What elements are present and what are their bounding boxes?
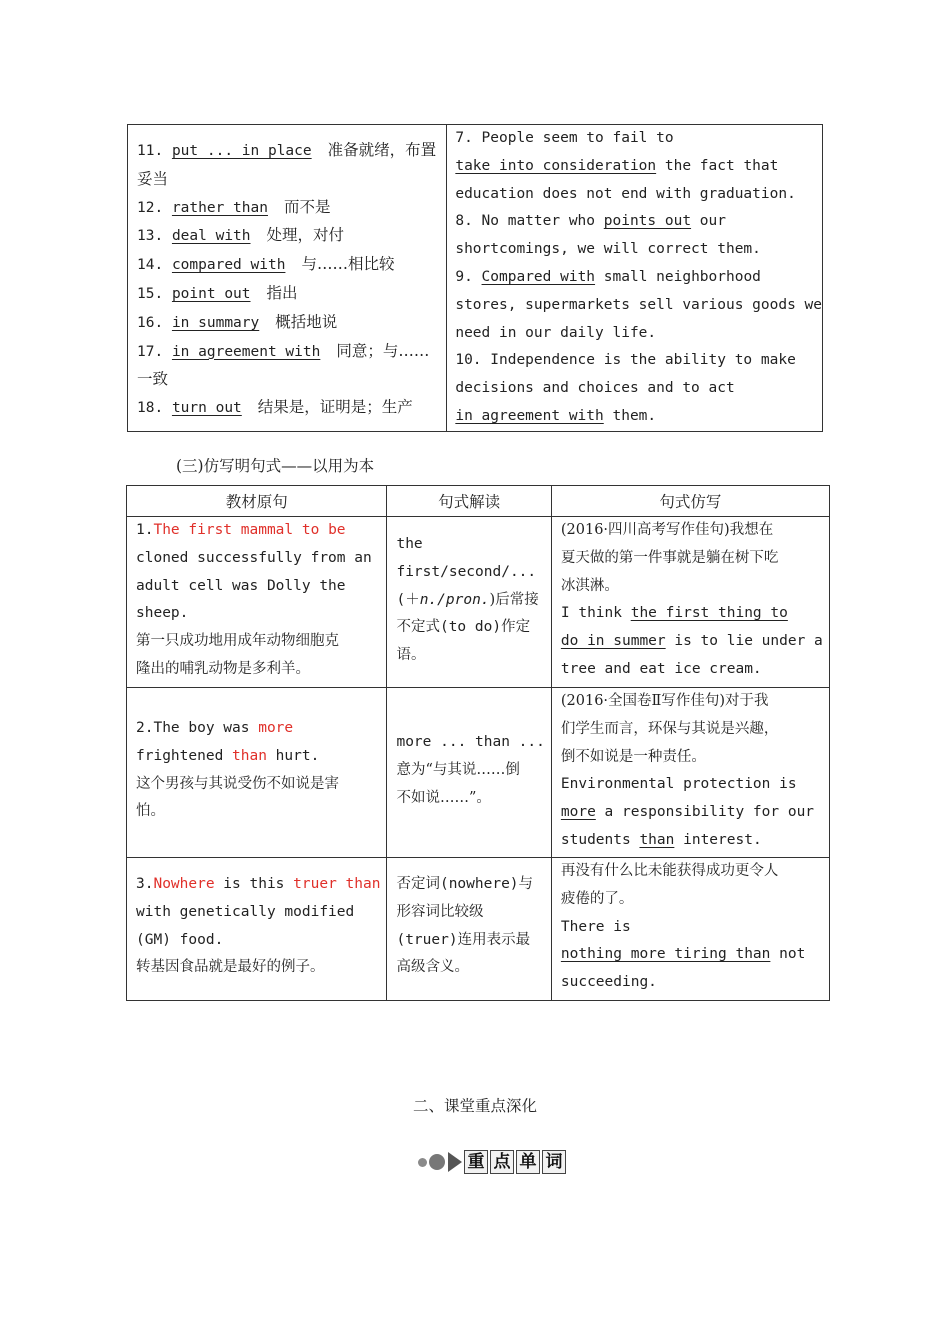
sentence-pattern-table bbox=[126, 485, 830, 1001]
phrase-item bbox=[137, 394, 446, 423]
text-run: decisions and choices and to act bbox=[455, 380, 735, 397]
text-run: cloned successfully from an bbox=[136, 549, 372, 566]
text-line bbox=[561, 656, 823, 684]
text-line bbox=[136, 954, 380, 982]
phrase-item bbox=[137, 251, 446, 280]
answer-blank-text: than bbox=[639, 831, 675, 848]
text-line bbox=[561, 573, 823, 601]
text-run: 转基因食品就是最好的例子。 bbox=[136, 959, 325, 976]
phrase-number: 15. bbox=[137, 285, 164, 302]
text-run: interest. bbox=[674, 831, 762, 848]
text-line bbox=[561, 628, 823, 656]
phrase-number: 14. bbox=[137, 257, 164, 274]
text-line bbox=[396, 899, 544, 927]
phrase-item bbox=[137, 280, 446, 309]
banner-dot-icon bbox=[429, 1154, 445, 1170]
text-run: 否定词 bbox=[396, 876, 440, 892]
phrase-meaning-continued: 一致 bbox=[137, 370, 169, 389]
text-run: )后常接 bbox=[489, 591, 539, 608]
text-line bbox=[136, 517, 380, 545]
text-run: (2016·四川高考写作佳句)我想在 bbox=[560, 522, 774, 538]
original-cell bbox=[127, 517, 387, 688]
answer-blank-text: compared with bbox=[171, 257, 286, 274]
text-line bbox=[455, 403, 822, 431]
text-line bbox=[561, 886, 823, 914]
answer-blank-text: turn out bbox=[171, 400, 242, 417]
text-line bbox=[396, 785, 544, 813]
text-run: students bbox=[560, 831, 640, 848]
text-run: them. bbox=[603, 407, 657, 424]
text-line bbox=[396, 729, 544, 757]
phrase-number: 11. bbox=[137, 143, 164, 159]
phrase-number: 13. bbox=[137, 228, 164, 245]
text-line bbox=[136, 798, 380, 826]
text-run: Environmental protection is bbox=[560, 776, 797, 793]
text-line bbox=[136, 573, 380, 601]
text-run: adult cell was Dolly the bbox=[136, 577, 346, 594]
text-line bbox=[561, 517, 823, 545]
text-run: is to lie under a bbox=[665, 633, 823, 650]
phrase-meaning: 准备就绪，布置 bbox=[327, 141, 437, 159]
imitation-cell bbox=[551, 688, 829, 858]
text-run: shortcomings, we will correct them. bbox=[455, 241, 761, 258]
answer-blank-text: Compared with bbox=[481, 268, 596, 285]
table-header-row bbox=[127, 486, 830, 517]
text-run: 怕。 bbox=[136, 803, 165, 820]
text-run: 8. No matter who bbox=[455, 213, 604, 230]
text-line bbox=[561, 744, 823, 772]
phrase-list bbox=[128, 125, 447, 431]
text-line bbox=[561, 716, 823, 744]
text-run: 形容词比较级 bbox=[396, 903, 484, 920]
text-run: need in our daily life. bbox=[455, 324, 657, 341]
text-line bbox=[396, 559, 544, 587]
phrase-meaning: 结果是，证明是；生产 bbox=[257, 398, 413, 417]
text-run: There is bbox=[560, 918, 631, 935]
original-cell bbox=[127, 688, 387, 858]
header-original: 教材原句 bbox=[127, 486, 387, 517]
text-run: stores, supermarkets sell various goods we bbox=[455, 296, 822, 313]
header-analysis: 句式解读 bbox=[387, 486, 551, 517]
phrase-meaning: 概括地说 bbox=[275, 312, 338, 331]
banner-arrow-icon bbox=[448, 1152, 462, 1172]
highlight-text: Nowhere bbox=[153, 876, 215, 892]
answer-blank-text: in agreement with bbox=[171, 343, 321, 360]
section3-heading: (三)仿写明句式——以用为本 bbox=[176, 457, 375, 475]
text-run: 作定 bbox=[501, 619, 531, 636]
text-line bbox=[136, 743, 380, 771]
banner-char: 单 bbox=[516, 1150, 540, 1174]
text-run: 隆出的哺乳动物是多利羊。 bbox=[136, 660, 310, 677]
highlight-text: more bbox=[258, 720, 294, 736]
text-run: 疲倦的了。 bbox=[560, 890, 634, 907]
text-run: more ... than ... bbox=[396, 734, 545, 750]
text-run: 语。 bbox=[396, 647, 426, 664]
text-line bbox=[455, 208, 822, 236]
text-line bbox=[455, 264, 822, 292]
highlight-text: The first mammal to be bbox=[153, 522, 346, 538]
sentence-list bbox=[447, 125, 822, 431]
banner-dot-icon bbox=[418, 1158, 427, 1167]
header-imitation: 句式仿写 bbox=[551, 486, 829, 517]
text-line bbox=[455, 236, 822, 264]
imitation-cell bbox=[551, 517, 829, 688]
text-line bbox=[396, 954, 544, 982]
text-line bbox=[561, 545, 823, 573]
table-row bbox=[127, 517, 830, 688]
analysis-cell bbox=[387, 688, 551, 858]
section2-title: 二、课堂重点深化 bbox=[412, 1097, 537, 1115]
answer-blank-text: rather than bbox=[171, 199, 268, 216]
text-line bbox=[396, 587, 544, 615]
text-line bbox=[396, 871, 544, 899]
text-run: 7. People seem to fail to bbox=[455, 130, 674, 146]
text-line bbox=[455, 375, 822, 403]
text-run: I think bbox=[560, 605, 631, 622]
key-words-banner bbox=[418, 1150, 566, 1174]
text-line bbox=[455, 292, 822, 320]
text-run: 高级含义。 bbox=[396, 959, 469, 976]
answer-blank-text: points out bbox=[603, 213, 692, 230]
answer-blank-text: point out bbox=[171, 285, 251, 302]
phrase-item bbox=[137, 338, 446, 367]
text-run: 夏天做的第一件事就是躺在树下吃 bbox=[560, 549, 779, 566]
text-run: first/second/... bbox=[396, 563, 537, 580]
text-line bbox=[396, 927, 544, 955]
text-line bbox=[396, 531, 544, 559]
text-run: 第一只成功地用成年动物细胞克 bbox=[136, 633, 339, 650]
banner-char: 重 bbox=[464, 1150, 488, 1174]
text-line bbox=[136, 600, 380, 628]
text-run: small neighborhood bbox=[595, 268, 761, 285]
text-line bbox=[561, 941, 823, 969]
text-line bbox=[396, 614, 544, 642]
phrase-meaning: 而不是 bbox=[283, 197, 331, 216]
answer-blank-text: deal with bbox=[171, 228, 251, 245]
text-run: 不定式 bbox=[396, 619, 440, 636]
original-cell bbox=[127, 858, 387, 1001]
text-run: (truer) bbox=[396, 931, 458, 948]
text-run: a responsibility for our bbox=[595, 804, 815, 821]
phrase-item bbox=[137, 194, 446, 223]
phrase-number: 17. bbox=[137, 343, 164, 360]
banner-char: 词 bbox=[542, 1150, 566, 1174]
text-run: 倒不如说是一种责任。 bbox=[560, 748, 706, 765]
text-run: with genetically modified bbox=[136, 903, 355, 920]
text-line bbox=[455, 153, 822, 181]
text-run: tree and eat ice cream. bbox=[560, 660, 762, 677]
text-line bbox=[136, 545, 380, 573]
text-line bbox=[455, 320, 822, 348]
text-line bbox=[136, 628, 380, 656]
answer-blank-text: take into consideration bbox=[455, 157, 657, 174]
answer-blank-text: in agreement with bbox=[455, 407, 604, 424]
phrase-meaning: 同意；与…… bbox=[336, 341, 430, 360]
phrase-meaning: 与……相比较 bbox=[301, 255, 395, 274]
text-line bbox=[561, 799, 823, 827]
text-run: not bbox=[770, 946, 806, 963]
text-run: 再没有什么比未能获得成功更令人 bbox=[560, 863, 779, 879]
phrase-item bbox=[137, 137, 446, 166]
text-run: 冰淇淋。 bbox=[560, 577, 619, 594]
phrase-number: 12. bbox=[137, 199, 164, 216]
text-line bbox=[136, 771, 380, 799]
text-run: 10. Independence is the ability to make bbox=[455, 352, 796, 369]
highlight-text: truer than bbox=[293, 876, 381, 892]
table-row bbox=[127, 858, 830, 1001]
text-run: (2016·全国卷Ⅱ写作佳句)对于我 bbox=[560, 693, 769, 709]
text-run: 意为“与其说……倒 bbox=[396, 761, 520, 778]
phrase-meaning: 指出 bbox=[266, 283, 298, 302]
text-line bbox=[455, 181, 822, 209]
answer-blank-text: nothing more tiring than bbox=[560, 946, 771, 963]
analysis-cell bbox=[387, 517, 551, 688]
text-run: 9. bbox=[455, 268, 482, 285]
text-line bbox=[455, 125, 822, 153]
phrase-number: 16. bbox=[137, 314, 164, 331]
text-run: 与 bbox=[518, 876, 534, 892]
text-line bbox=[396, 642, 544, 670]
banner-char: 点 bbox=[490, 1150, 514, 1174]
text-line bbox=[561, 969, 823, 997]
text-line bbox=[136, 715, 380, 743]
highlight-text: than bbox=[232, 747, 267, 764]
text-run: 1. bbox=[136, 522, 154, 538]
text-run: sheep. bbox=[136, 605, 189, 622]
text-line bbox=[396, 757, 544, 785]
text-run: education does not end with graduation. bbox=[455, 185, 796, 202]
text-line bbox=[136, 656, 380, 684]
text-run: (nowhere) bbox=[439, 876, 519, 892]
text-run: 们学生而言，环保与其说是兴趣， bbox=[560, 720, 779, 737]
text-run: the bbox=[396, 536, 423, 552]
analysis-cell bbox=[387, 858, 551, 1001]
text-line bbox=[136, 871, 380, 899]
text-line bbox=[136, 927, 380, 955]
text-line bbox=[561, 600, 823, 628]
text-run: our bbox=[691, 213, 726, 230]
text-line bbox=[136, 899, 380, 927]
text-line bbox=[561, 827, 823, 855]
answer-blank-text: the first thing to bbox=[630, 605, 788, 622]
text-run: 3. bbox=[136, 876, 154, 892]
text-run: (to do) bbox=[439, 619, 502, 636]
text-line bbox=[455, 347, 822, 375]
text-run: hurt. bbox=[266, 747, 320, 764]
imitation-cell bbox=[551, 858, 829, 1001]
answer-blank-text: put ... in place bbox=[171, 143, 312, 159]
text-run: is this bbox=[214, 876, 294, 892]
answer-blank-text: more bbox=[560, 804, 596, 821]
answer-blank-text: do in summer bbox=[560, 633, 666, 650]
text-line bbox=[561, 771, 823, 799]
text-run: 2.The boy was bbox=[136, 720, 259, 736]
text-run: succeeding. bbox=[560, 974, 657, 991]
phrase-meaning-continued: 妥当 bbox=[137, 169, 169, 188]
text-run: 不如说……”。 bbox=[396, 789, 491, 806]
text-run: n./pron. bbox=[419, 591, 490, 608]
table-row bbox=[127, 688, 830, 858]
text-run: (GM) food. bbox=[136, 931, 224, 948]
text-line bbox=[561, 858, 823, 886]
text-run: frightened bbox=[136, 747, 233, 764]
phrases-table bbox=[127, 124, 823, 432]
phrase-item bbox=[137, 222, 446, 251]
phrase-number: 18. bbox=[137, 400, 164, 417]
answer-blank-text: in summary bbox=[171, 314, 260, 331]
text-run: (＋ bbox=[396, 591, 420, 608]
text-run: 这个男孩与其说受伤不如说是害 bbox=[136, 775, 339, 792]
text-line bbox=[561, 688, 823, 716]
text-run: 连用表示最 bbox=[457, 931, 531, 948]
text-line bbox=[561, 914, 823, 942]
phrase-item bbox=[137, 309, 446, 338]
phrase-meaning: 处理，对付 bbox=[266, 226, 345, 245]
text-run: the fact that bbox=[656, 157, 779, 174]
